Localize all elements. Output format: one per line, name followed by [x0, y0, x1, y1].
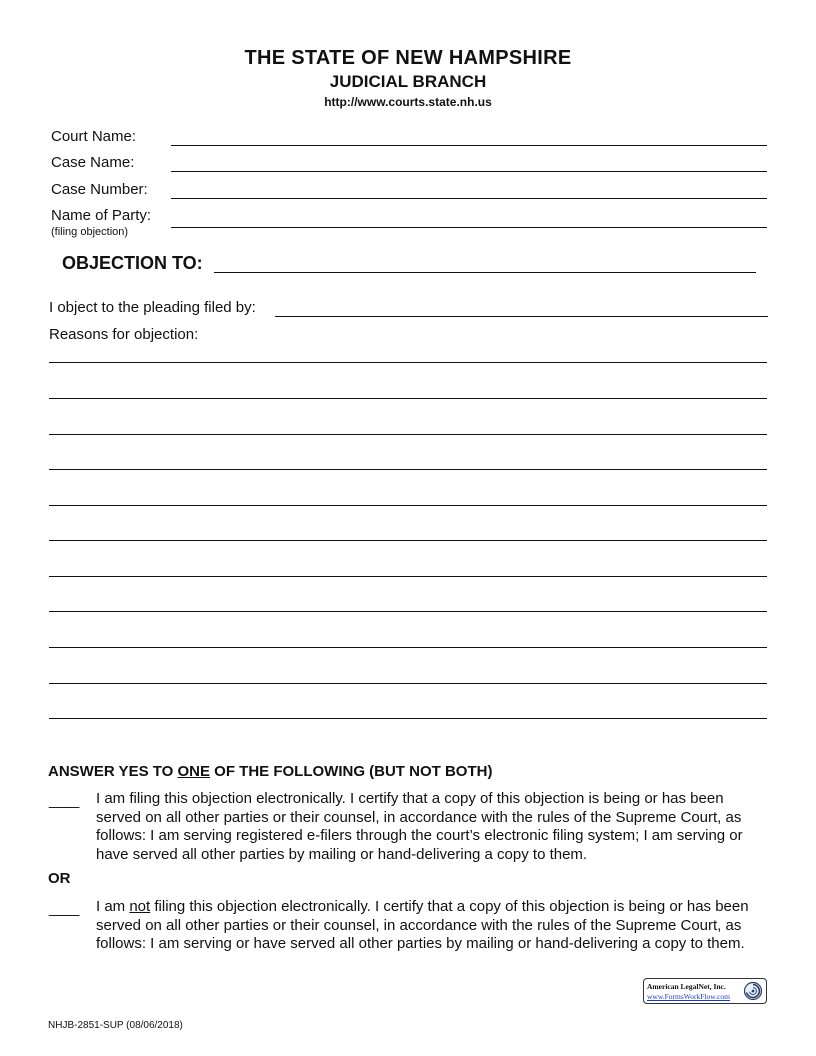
legalnet-logo[interactable]: [643, 978, 767, 1004]
answer-heading: ANSWER YES TO ONE OF THE FOLLOWING (BUT NOT BOTH): [48, 763, 493, 780]
option1-answer-blank[interactable]: ____: [49, 792, 79, 809]
reason-line[interactable]: [49, 362, 767, 363]
logo-company-name: American LegalNet, Inc.: [647, 982, 726, 991]
court-url: http://www.courts.state.nh.us: [324, 95, 492, 109]
objection-to-label: OBJECTION TO:: [62, 253, 203, 273]
court-name-label: Court Name:: [51, 128, 137, 145]
option2-emphasis: not: [129, 898, 151, 915]
case-name-field[interactable]: [171, 171, 767, 172]
logo-url-link[interactable]: www.FormsWorkFlow.com: [647, 992, 731, 1001]
case-name-label: Case Name:: [51, 154, 135, 171]
swirl-logo-icon: [743, 981, 763, 1001]
option2-answer-blank[interactable]: ____: [49, 900, 79, 917]
pleading-filed-by-field[interactable]: [275, 316, 768, 317]
objection-to-field[interactable]: [214, 272, 756, 273]
branch-subtitle: JUDICIAL BRANCH: [329, 72, 487, 91]
state-title: THE STATE OF NEW HAMPSHIRE: [244, 47, 572, 69]
reason-line[interactable]: [49, 469, 767, 470]
form-code: NHJB-2851-SUP (08/06/2018): [48, 1020, 183, 1031]
reason-line[interactable]: [49, 576, 767, 577]
reason-line[interactable]: [49, 683, 767, 684]
reason-line[interactable]: [49, 647, 767, 648]
reason-line[interactable]: [49, 540, 767, 541]
form-header: [0, 46, 816, 110]
case-number-field[interactable]: [171, 198, 767, 199]
option2-text: I am not filing this objection electronically. I certify that a copy of this objection is being or has been served on all other parties or their counsel, in accordance with the rules of the Supreme Court, as follows: I am serving or have served all other parties by mailing or hand-delivering a copy to them.: [96, 898, 749, 952]
party-name-note: (filing objection): [51, 226, 129, 238]
reasons-label: Reasons for objection:: [49, 326, 199, 343]
court-name-field[interactable]: [171, 145, 767, 146]
answer-heading-emphasis: ONE: [177, 763, 210, 780]
pleading-filed-by-label: I object to the pleading filed by:: [49, 299, 256, 316]
reason-line[interactable]: [49, 611, 767, 612]
or-label: OR: [48, 870, 71, 887]
reason-line[interactable]: [49, 434, 767, 435]
reason-line[interactable]: [49, 718, 767, 719]
case-number-label: Case Number:: [51, 181, 148, 198]
party-name-field[interactable]: [171, 227, 767, 228]
party-name-label: Name of Party:: [51, 207, 152, 224]
option1-text: I am filing this objection electronically. I certify that a copy of this objection is being or has been served on all other parties or their counsel, in accordance with the rules of the Supreme Court, as follows: I am serving registered e-filers through the court’s electronic filing system; I am serving or have served all other parties by mailing or hand-delivering a copy to them.: [96, 790, 743, 863]
reason-line[interactable]: [49, 505, 767, 506]
reason-line[interactable]: [49, 398, 767, 399]
